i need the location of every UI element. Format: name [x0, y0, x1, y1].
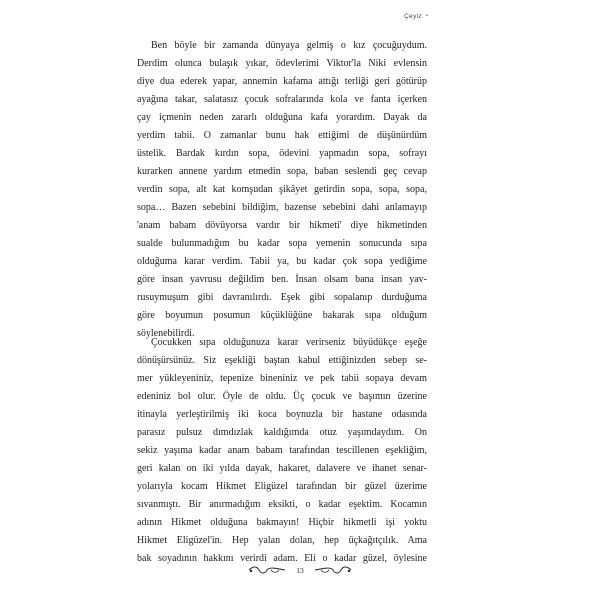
page-footer [0, 565, 600, 575]
text-line: Derdim olunca bulaşık yıkar, ödevlerimi Viktor'la Niki evlensin [137, 58, 427, 69]
running-head-marker: • [425, 13, 428, 19]
text-line: yerdim tabii. O zamanlar bunu hak ettiğimi de düşünürdüm [137, 130, 427, 141]
paragraph-2 [137, 334, 427, 568]
paragraph-1 [137, 37, 427, 343]
text-line: verdin sopa, alt kat komşudan şikâyet getirdin sopa, sopa, sopa, [137, 184, 427, 195]
text-line: göre insan yavrusu değildim ben. İnsan olsam bana insan yav- [137, 274, 427, 285]
running-head-title: Çeyiz [404, 13, 422, 20]
right-ornament-icon [313, 565, 353, 575]
text-line: Ben böyle bir zamanda dünyaya gelmiş o kız çocuğuydum. [151, 40, 427, 51]
text-line: çay içmenin neden zararlı olduğuna kafa yorardım. Dayak da [137, 112, 427, 123]
text-line: mer yükleyeniniz, tepenize bineniniz ve pek tabii sopaya devam [137, 373, 427, 384]
text-line: söylenebilirdi. [137, 328, 195, 339]
text-line: üstelik. Bardak kırdın sopa, ödevini yapmadın sopa, sofrayı [137, 148, 427, 159]
running-head [404, 13, 428, 20]
text-line: yolarıyla kocam Hikmet Eligüzel tarafından bir güzel üzerime [137, 481, 427, 492]
text-line: 'anam babam dövüyorsa vardır bir hikmeti' diye hikmetinden [137, 220, 427, 231]
text-line: diye dua ederek yapar, annemin kafama attığı terliği geri götürüp [137, 76, 427, 87]
text-line: edeniniz bol olur. Öyle de oldu. Üç çocuk ve başımın üzerine [137, 391, 427, 402]
text-line: sopa… Bazen sebebini bildiğim, bazense sebebini dahi anlamayıp [137, 202, 427, 213]
text-line: dönüşürsünüz. Siz eşekliği baştan kabul ettiğinizden sebep se- [137, 355, 427, 366]
text-line: ayağına takar, salatasız çocuk sofralarında kola ve fanta içerken [137, 94, 427, 105]
text-line: itinayla yerleştirilmiş iki koca boynuzla bir hastane odasında [137, 409, 427, 420]
text-line: sıvanmıştı. Bir anırmadığım eksikti, o kadar eşektim. Kocamın [137, 499, 427, 510]
text-line: bak soyadının hakkını verirdi adam. Eli o kadar güzel, öylesine [137, 553, 427, 564]
text-line: Hikmet Eligüzel'in. Hep yalan dolan, hep üçkağıtçılık. Ama [137, 535, 427, 546]
text-line: parasız pulsuz dımdızlak kaldığımda otuz yaşımdaydım. On [137, 427, 427, 438]
text-line: sekiz yaşıma kadar anam babam tarafından tescillenen eşekliğim, [137, 445, 427, 456]
text-line: sualde bulunmadığım bu kadar sopa yemenin sonucunda sıpa [137, 238, 427, 249]
page-number: 13 [296, 565, 304, 575]
text-line: rusuymuşum gibi davranılırdı. Eşek gibi sopalanıp durduğuma [137, 292, 427, 303]
text-line: kurarken annene yardım etmedin sopa, baban seslendi geç cevap [137, 166, 427, 177]
text-line: göre boyumun posumun küçüklüğüne bakarak sıpa olduğum [137, 310, 427, 321]
text-line: geri kalan on iki yılda dayak, hakaret, dalavere ve ihanet senar- [137, 463, 427, 474]
left-ornament-icon [247, 565, 287, 575]
text-line: Çocukken sıpa olduğunuza karar verirseniz büyüdükçe eşeğe [151, 337, 427, 348]
text-line: olduğuma karar verdim. Tabii ya, bu kadar çok sopa yediğime [137, 256, 427, 267]
text-line: adının Hikmet olduğuna bakmayın! Hiçbir hikmetli işi yoktu [137, 517, 427, 528]
